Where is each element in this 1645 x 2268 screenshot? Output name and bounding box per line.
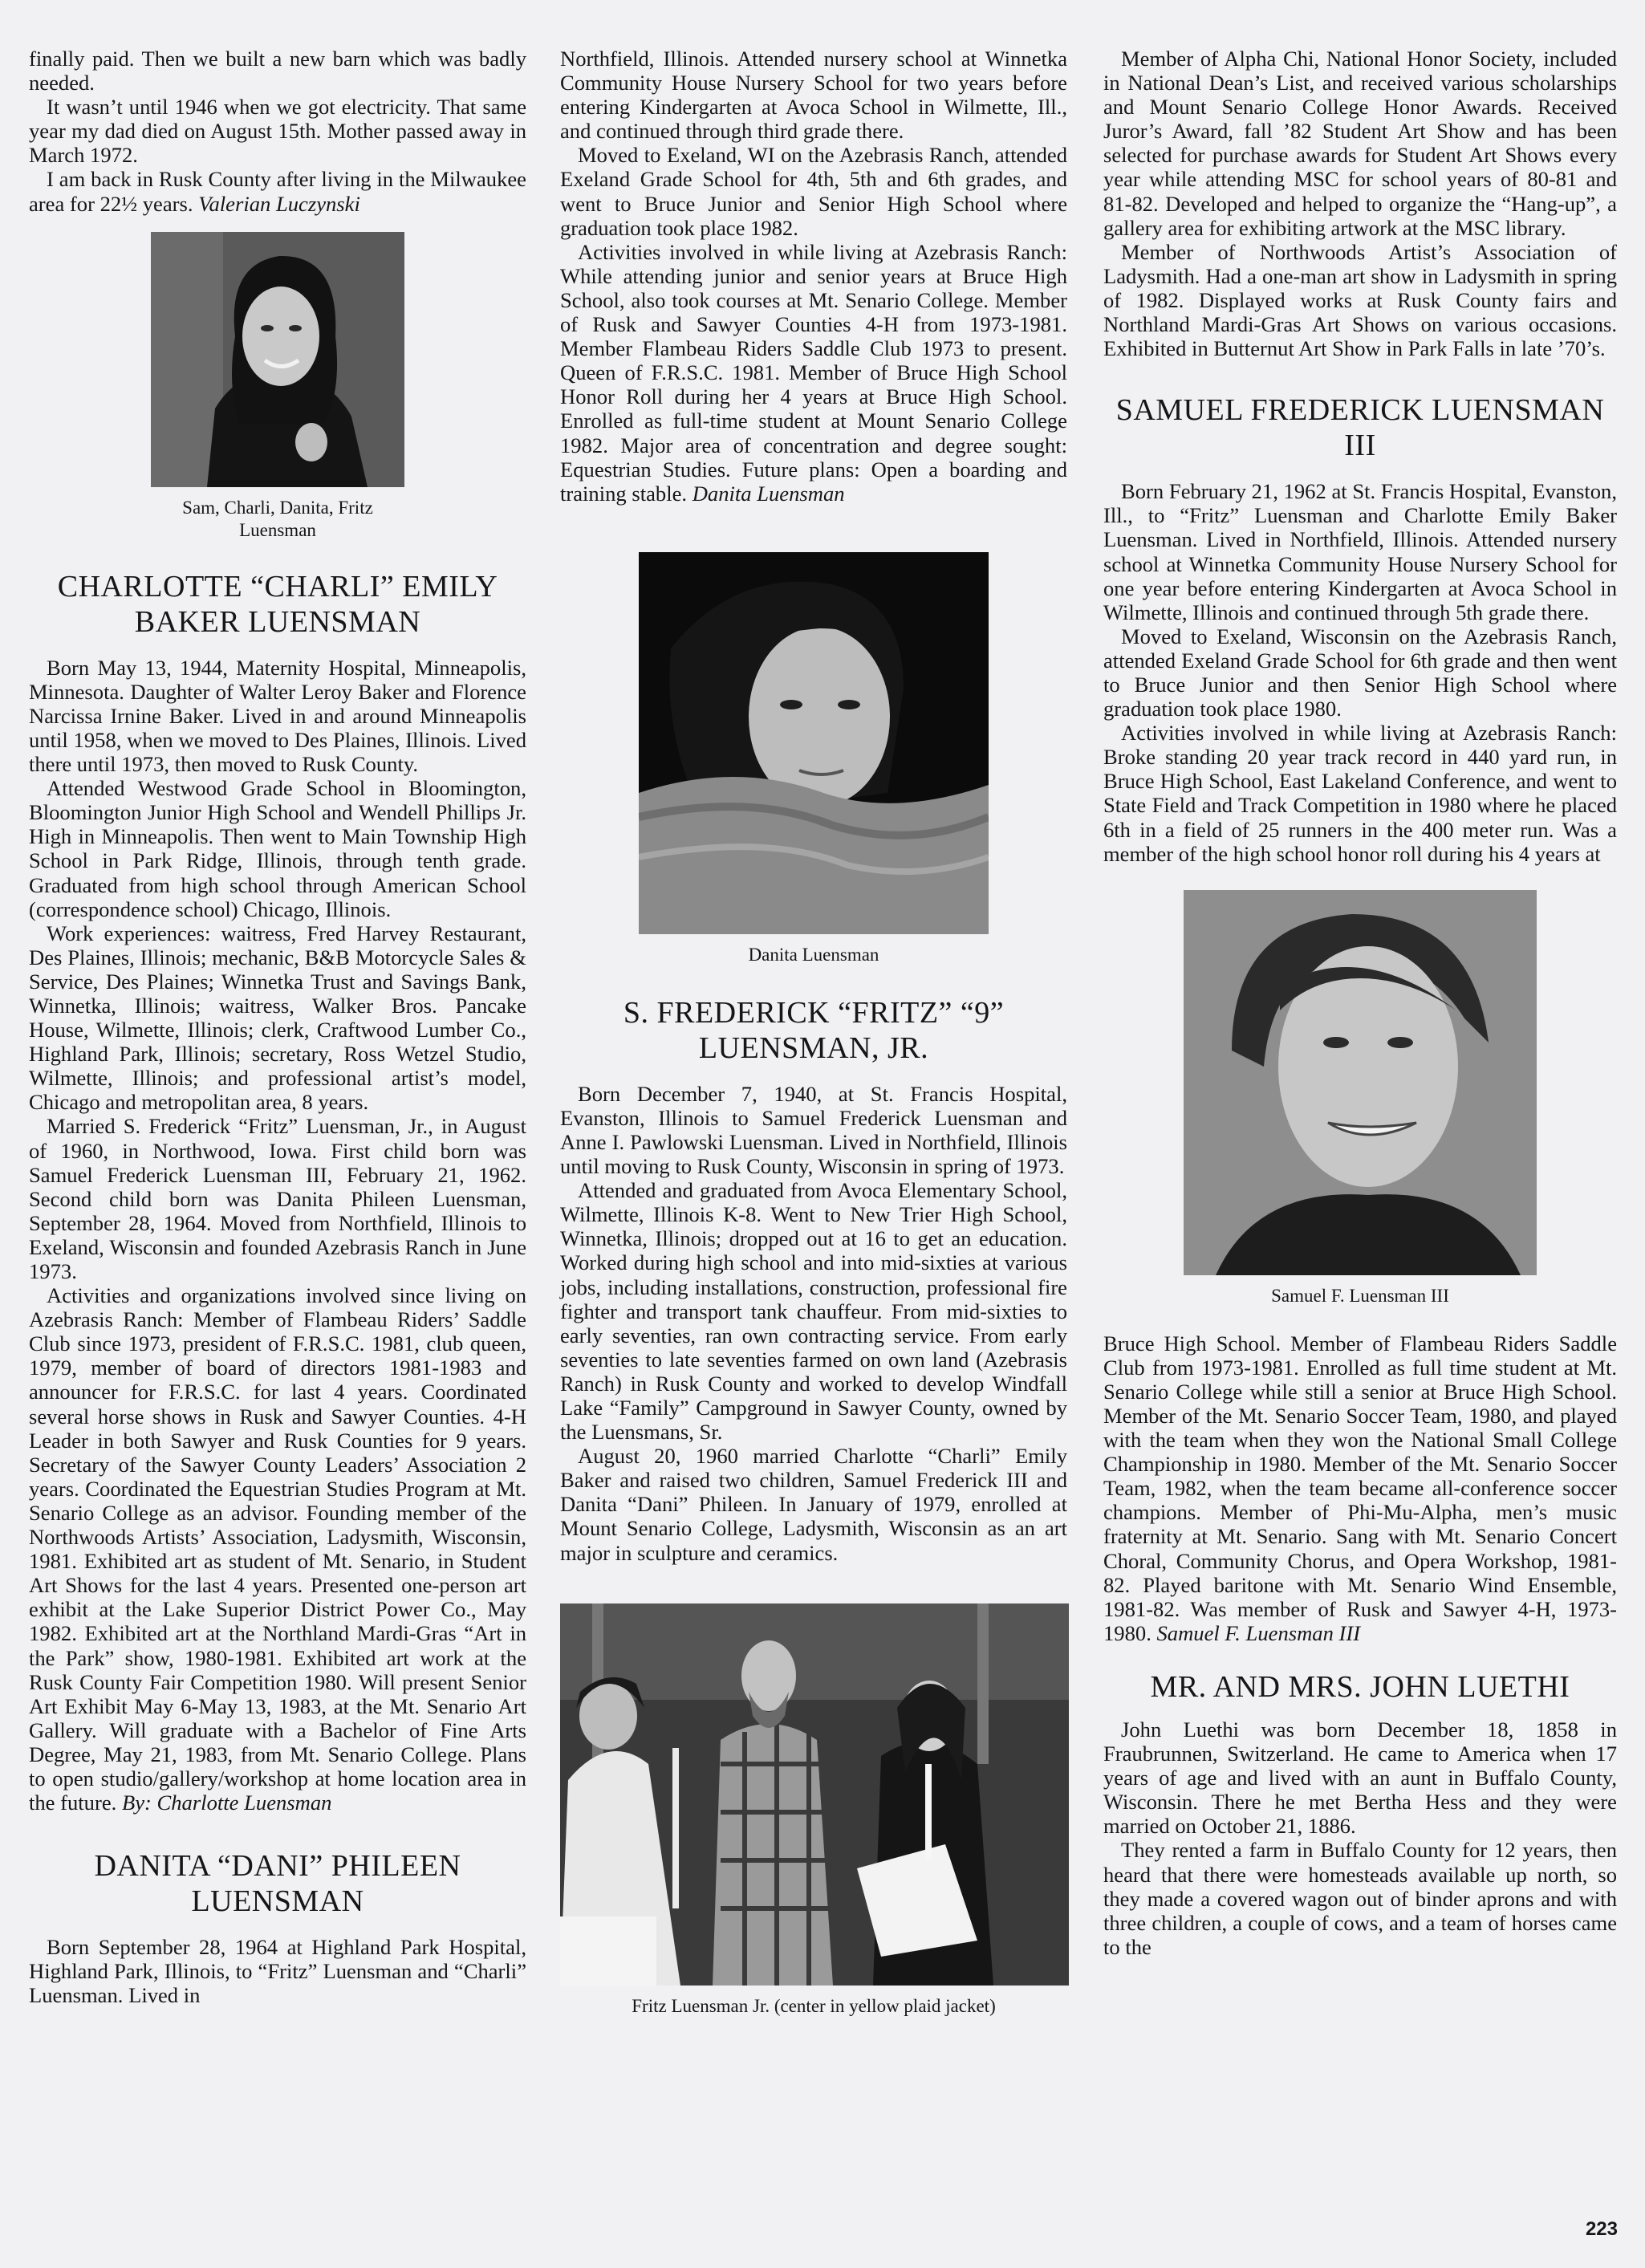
paragraph: August 20, 1960 married Charlotte “Charli” Emily Baker and raised two children, Samuel Frederick III and Danita “Dani” Phileen. In January of 1979, enrolled at Mount Senario College, Ladysmith, Wisconsin as an art major in sculpture and ceramics. (560, 1444, 1067, 1565)
paragraph: Born May 13, 1944, Maternity Hospital, Minneapolis, Minnesota. Daughter of Walter Leroy Baker and Florence Narcissa Irnine Baker. Lived in and around Minneapolis until 1958, when we moved to Des Plaines, Illinois. Lived there until 1973, then moved to Rusk County. (29, 655, 526, 777)
paragraph: They rented a farm in Buffalo County for 12 years, then heard that there were homesteads available up north, so they made a covered wagon out of binder aprons and with three children, a couple of cows, and a team of horses came to the (1103, 1838, 1617, 1959)
paragraph: Born December 7, 1940, at St. Francis Hospital, Evanston, Illinois to Samuel Frederick Luensman and Anne I. Pawlowski Luensman. Lived in Northfield, Illinois until moving to Rusk County, Wisconsin in spring of 1973. (560, 1081, 1067, 1179)
paragraph: Bruce High School. Member of Flambeau Riders Saddle Club from 1973-1981. Enrolled as full time student at Mt. Senario College while still a senior at Bruce High School. Member of the Mt. Senario Soccer Team, 1980, and played with the team when they won the National Small College Championship in 1980. Member of the Mt. Senario Soccer Team, 1982, when the team became all-conference soccer champions. Member of Phi-Mu-Alpha, men’s music fraternity at Mt. Senario. Sang with Mt. Senario Concert Choral, Community Chorus, and Opera Workshop, 1981-82. Played baritone with Mt. Senario Wind Ensemble, 1981-82. Was member of Rusk and Sawyer 4-H, 1973-1980. Samuel F. Luensman III (1103, 1331, 1617, 1645)
signature: Valerian Luczynski (198, 191, 360, 216)
photo-caption: Danita Luensman (748, 944, 879, 965)
paragraph: Member of Northwoods Artist’s Association of Ladysmith. Had a one-man art show in Ladysmith in spring of 1982. Displayed works at Rusk County fairs and Northland Mardi-Gras Art Shows on various occasions. Exhibited in Butternut Art Show in Park Falls in late ’70’s. (1103, 239, 1617, 361)
photo-caption: Samuel F. Luensman III (1271, 1285, 1449, 1306)
page-number: 223 (1585, 2218, 1618, 2240)
signature: Danita Luensman (692, 481, 845, 506)
section-heading: MR. AND MRS. JOHN LUETHI (1150, 1669, 1570, 1704)
paragraph: Member of Alpha Chi, National Honor Society, included in National Dean’s List, and received various scholarships and Mount Senario College Honor Awards. Received Juror’s Award, fall ’82 Student Art Show and has been selected for purchase awards for Student Art Shows every year while attending MSC for school years of 80-81 and 81-82. Developed and helped to organize the “Hang-up”, a gallery area for exhibiting artwork at the MSC library. (1103, 47, 1617, 240)
section-heading: DANITA “DANI” PHILEEN LUENSMAN (94, 1849, 461, 1919)
photo-caption: Sam, Charli, Danita, Fritz Luensman (182, 497, 373, 540)
paragraph: Northfield, Illinois. Attended nursery school at Winnetka Community House Nursery School for two years before entering Kindergarten at Avoca School in Wilmette, Ill., and continued through third grade there. (560, 47, 1067, 144)
paragraph: John Luethi was born December 18, 1858 in Fraubrunnen, Switzerland. He came to America when 17 years of age and lived with an aunt in Buffalo County, Wisconsin. There he met Bertha Hess and they were married on October 21, 1886. (1103, 1717, 1617, 1839)
paragraph: It wasn’t until 1946 when we got electricity. That same year my dad died on August 15th. Mother passed away in March 1972. (29, 95, 526, 168)
column-3 (1103, 47, 1617, 1959)
danita-portrait-photo (639, 552, 989, 934)
column-2 (560, 47, 1067, 2018)
photo-caption: Fritz Luensman Jr. (center in yellow plaid jacket) (632, 1995, 996, 2016)
paragraph: Attended Westwood Grade School in Bloomington, Bloomington Junior High School and Wendell Phillips Jr. High in Minneapolis. Then went to Main Township High School in Park Ridge, Illinois, through tenth grade. Graduated from high school through American School (correspondence school) Chicago, Illinois. (29, 776, 526, 921)
paragraph: Activities involved in while living at Azebrasis Ranch: While attending junior and senior years at Bruce High School, also took courses at Mt. Senario College. Member of Rusk and Sawyer Counties 4-H from 1973-1981. Member Flambeau Riders Saddle Club 1973 to present. Queen of F.R.S.C. 1981. Member of Bruce High School Honor Roll during her 4 years at Bruce High School. Enrolled as full-time student at Mount Senario College 1982. Major area of concentration and degree sought: Equestrian Studies. Future plans: Open a boarding and training stable. Danita Luensman (560, 239, 1067, 506)
section-heading: SAMUEL FREDERICK LUENSMAN III (1115, 393, 1605, 463)
samuel-portrait-photo (1184, 890, 1537, 1275)
signature: Samuel F. Luensman III (1156, 1620, 1361, 1645)
paragraph: Work experiences: waitress, Fred Harvey Restaurant, Des Plaines, Illinois; mechanic, B&B Motorcycle Sales & Service, Des Plaines; Winnetka Trust and Savings Bank, Winnetka, Illinois; waitress, Walker Bros. Pancake House, Wilmette, Illinois; clerk, Craftwood Lumber Co., Highland Park, Illinois; secretary, Ross Wetzel Studio, Wilmette, Illinois; and professional artist’s model, Chicago and metropolitan area, 8 years. (29, 921, 526, 1115)
paragraph: Moved to Exeland, WI on the Azebrasis Ranch, attended Exeland Grade School for 4th, 5th and 6th grades, and went to Bruce Junior and Senior High School where graduation took place 1982. (560, 143, 1067, 240)
paragraph: finally paid. Then we built a new barn which was badly needed. (29, 47, 526, 96)
fritz-group-photo (560, 1603, 1069, 1986)
paragraph: I am back in Rusk County after living in the Milwaukee area for 22½ years. Valerian Luczynski (29, 167, 526, 216)
signature: By: Charlotte Luensman (121, 1790, 332, 1815)
paragraph: Activities and organizations involved since living on Azebrasis Ranch: Member of Flambeau Riders’ Saddle Club since 1973, president of F.R.S.C. 1981, club queen, 1979, member of board of directors 1981-1983 and announcer for F.R.S.C. for last 4 years. Coordinated several horse shows in Rusk and Sawyer Counties. 4-H Leader in both Sawyer and Rusk Counties for 9 years. Secretary of the Sawyer County Leaders’ Association 2 years. Coordinated the Equestrian Studies Program at Mt. Senario College as an advisor. Founding member of the Northwoods Artists’ Association, Ladysmith, Wisconsin, 1981. Exhibited art as student of Mt. Senario, in Student Art Shows for the last 4 years. Presented one-person art exhibit at the Lake Superior District Power Co., May 1982. Exhibited art at the Northland Mardi-Gras “Art in the Park” show, 1980-1981. Exhibited art work at the Rusk County Fair Competition 1980. Will present Senior Art Exhibit May 6-May 13, 1983, at the Mt. Senario Art Gallery. Will graduate with a Bachelor of Fine Arts Degree, May 21, 1983, from Mt. Senario College. Plans to open studio/gallery/workshop at home location area in the future. By: Charlotte Luensman (29, 1283, 526, 1815)
section-heading: S. FREDERICK “FRITZ” “9” LUENSMAN, JR. (623, 995, 1005, 1065)
paragraph: Born September 28, 1964 at Highland Park Hospital, Highland Park, Illinois, to “Fritz” Luensman and “Charli” Luensman. Lived in (29, 1935, 526, 2008)
paragraph: Moved to Exeland, Wisconsin on the Azebrasis Ranch, attended Exeland Grade School for 6th grade and then went to Bruce Junior and then Senior High School where graduation took place 1980. (1103, 624, 1617, 721)
paragraph: Activities involved in while living at Azebrasis Ranch: Broke standing 20 year track record in 440 yard run, in Bruce High School, East Lakeland Conference, and went to State Field and Track Competition in 1980 where he placed 6th in a field of 25 runners in the 400 meter run. Was a member of the high school honor roll during his 4 years at (1103, 721, 1617, 866)
paragraph: Married S. Frederick “Fritz” Luensman, Jr., in August of 1960, in Northwood, Iowa. First child born was Samuel Frederick Luensman III, February 21, 1962. Second child born was Danita Phileen Luensman, September 28, 1964. Moved from Northfield, Illinois to Exeland, Wisconsin and founded Azebrasis Ranch in June 1973. (29, 1114, 526, 1283)
column-1 (29, 47, 526, 2007)
section-heading: CHARLOTTE “CHARLI” EMILY BAKER LUENSMAN (57, 569, 498, 639)
paragraph: Born February 21, 1962 at St. Francis Hospital, Evanston, Ill., to “Fritz” Luensman and Charlotte Emily Baker Luensman. Lived in Northfield, Illinois. Attended nursery school at Winnetka Community House Nursery School for one year before entering Kindergarten at Avoca School in Wilmette, Illinois and continued through 5th grade there. (1103, 479, 1617, 624)
paragraph: Attended and graduated from Avoca Elementary School, Wilmette, Illinois K-8. Went to New Trier High School, Winnetka, Illinois; dropped out at 16 to get an education. Worked during high school and into mid-sixties at various jobs, including installations, construction, professional fire fighter and transport tank chauffeur. From mid-sixties to early seventies, ran own contracting service. From early seventies to late seventies farmed on own land (Azebrasis Ranch) in Rusk County and worked to develop Windfall Lake “Family” Campground in Sawyer County, owned by the Luensmans, Sr. (560, 1178, 1067, 1445)
family-photo (151, 232, 404, 487)
